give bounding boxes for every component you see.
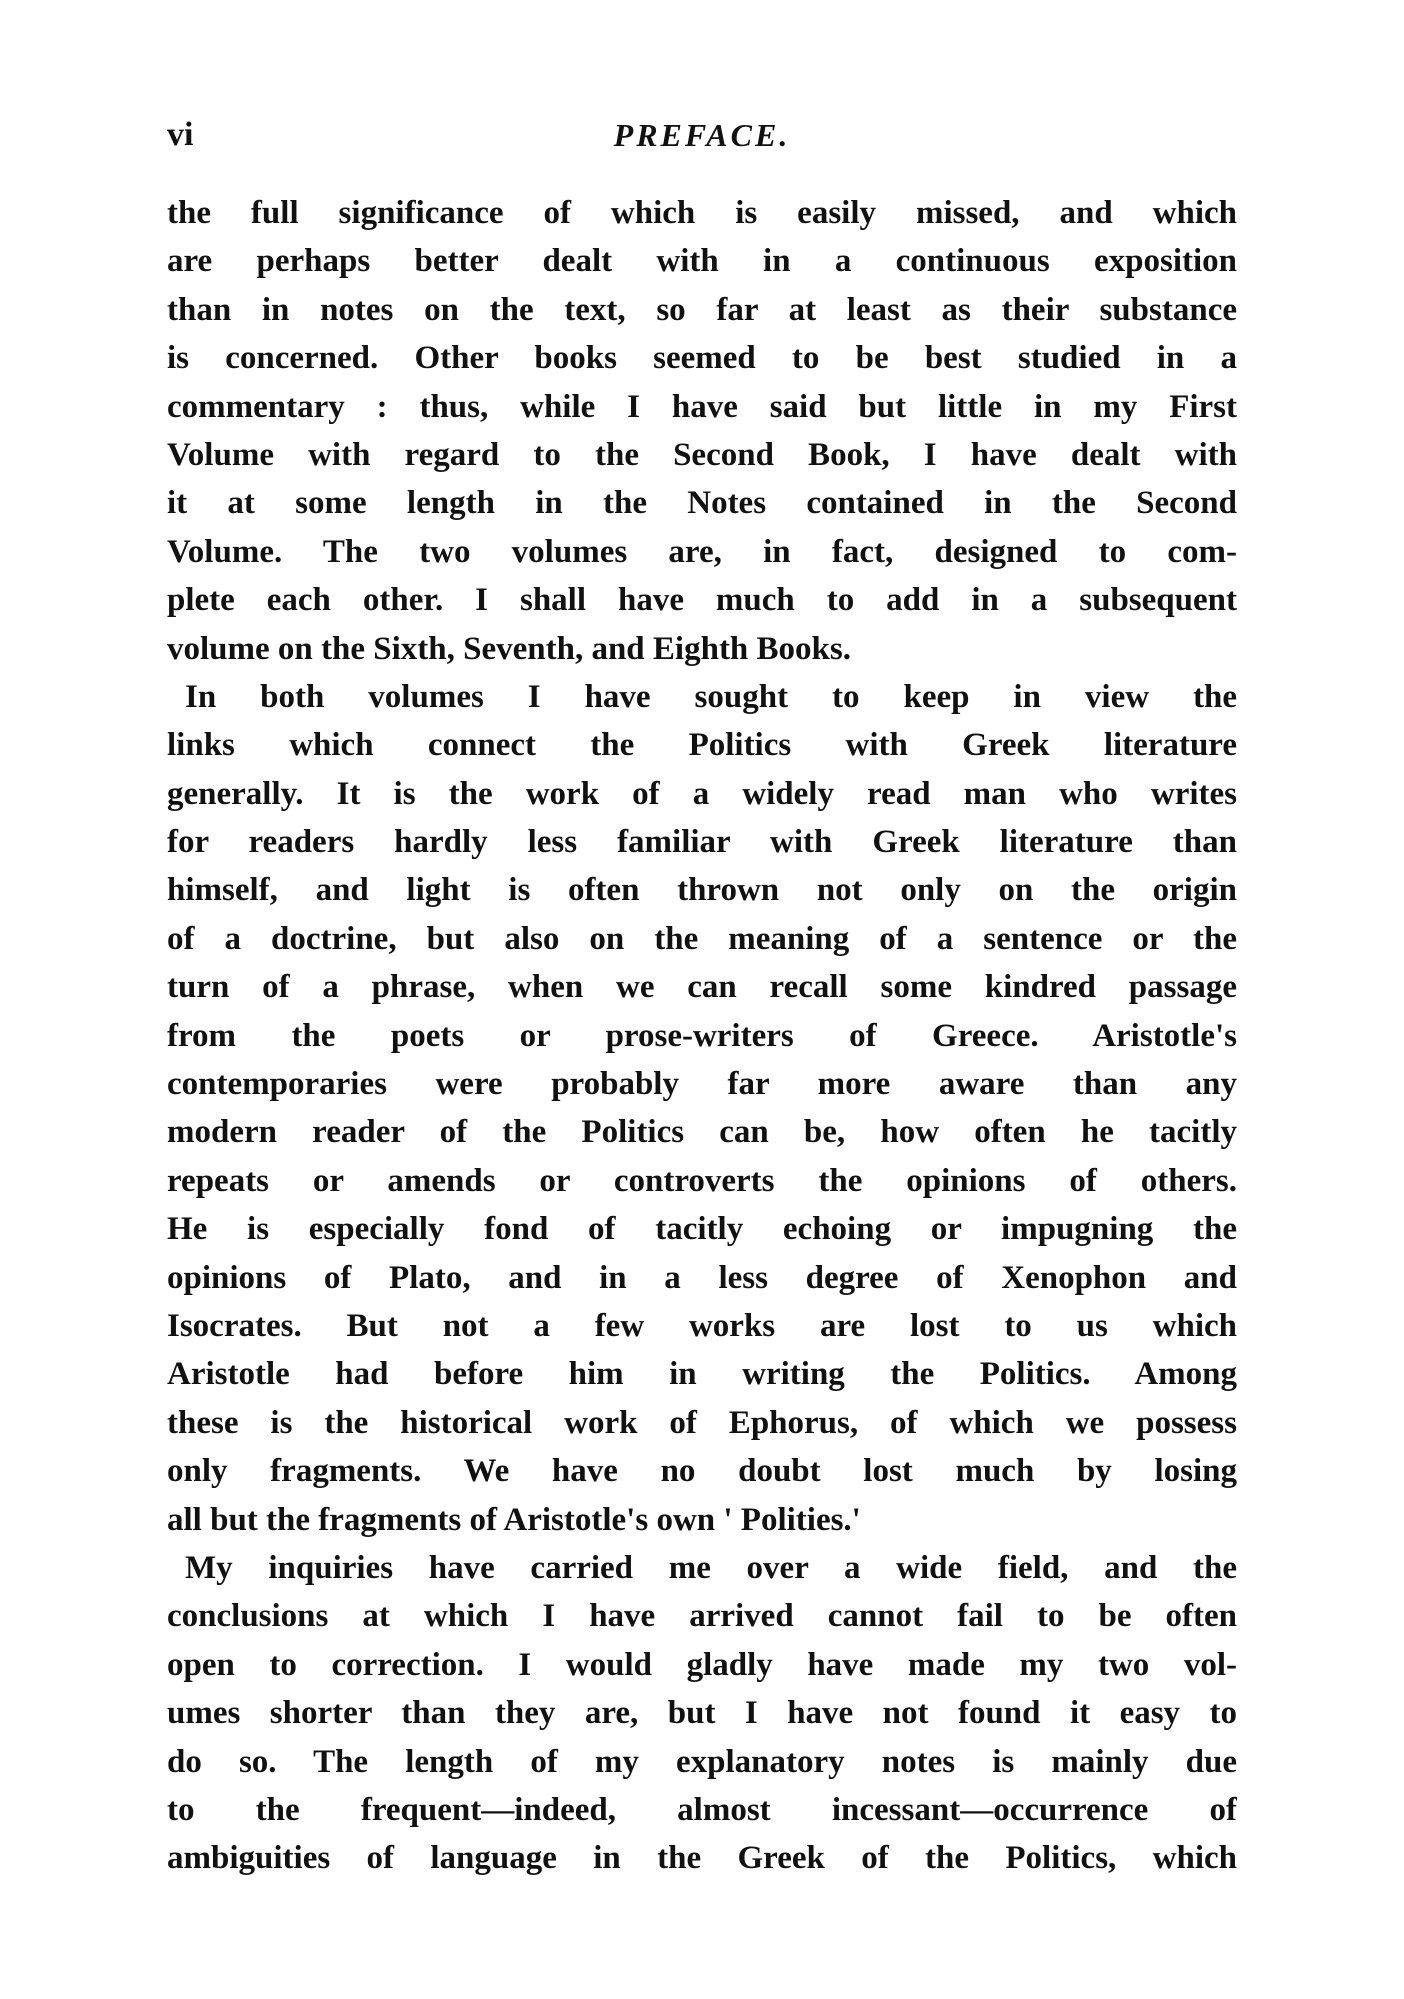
text-line: open to correction. I would gladly have made my two vol- [167,1646,1237,1683]
text-line: turn of a phrase, when we can recall some kindred passage [167,969,1237,1006]
text-line: for readers hardly less familiar with Greek literature than [167,824,1237,861]
text-line: to the frequent—indeed, almost incessant—occurrence of [167,1791,1237,1828]
text-line: are perhaps better dealt with in a continuous exposition [167,243,1237,280]
text-line: commentary : thus, while I have said but little in my First [167,388,1237,425]
text-line: generally. It is the work of a widely read man who writes [167,775,1237,812]
text-line: Volume. The two volumes are, in fact, designed to com- [167,533,1237,570]
text-line: the full significance of which is easily missed, and which [167,195,1237,231]
text-line: ambiguities of language in the Greek of the Politics, which [167,1840,1237,1877]
text-line: himself, and light is often thrown not only on the origin [167,872,1237,909]
text-line: Aristotle had before him in writing the Politics. Among [167,1356,1237,1393]
text-line: conclusions at which I have arrived cannot fail to be often [167,1598,1237,1635]
text-line: links which connect the Politics with Greek literature [167,727,1237,764]
text-line: it at some length in the Notes contained in the Second [167,485,1237,522]
text-line: opinions of Plato, and in a less degree of Xenophon and [167,1259,1237,1296]
text-line: umes shorter than they are, but I have not found it easy to [167,1695,1237,1732]
text-line: modern reader of the Politics can be, how often he tacitly [167,1114,1237,1151]
page-number: vi [167,116,194,153]
text-line: of a doctrine, but also on the meaning of a sentence or the [167,920,1237,957]
text-line: these is the historical work of Ephorus, of which we possess [167,1404,1237,1441]
running-head: PREFACE. [613,117,791,153]
text-line: In both volumes I have sought to keep in view the [185,678,1237,715]
text-line: all but the fragments of Aristotle's own ' Polities.' [167,1501,861,1538]
text-line: is concerned. Other books seemed to be best studied in a [167,340,1237,377]
text-line: plete each other. I shall have much to add in a subsequent [167,582,1237,619]
text-line: contemporaries were probably far more aware than any [167,1066,1237,1103]
text-line: He is especially fond of tacitly echoing or impugning the [167,1211,1237,1248]
text-line: only fragments. We have no doubt lost much by losing [167,1453,1237,1490]
text-line: than in notes on the text, so far at least as their substance [167,291,1237,328]
text-line: do so. The length of my explanatory notes is mainly due [167,1743,1237,1780]
text-line: Isocrates. But not a few works are lost to us which [167,1307,1237,1344]
body-text [167,189,1237,1883]
page-header [167,110,1237,160]
text-line: My inquiries have carried me over a wide field, and the [185,1549,1237,1586]
text-line: Volume with regard to the Second Book, I have dealt with [167,436,1237,473]
text-line: from the poets or prose-writers of Greece. Aristotle's [167,1017,1237,1054]
text-line: volume on the Sixth, Seventh, and Eighth Books. [167,630,851,667]
text-line: repeats or amends or controverts the opinions of others. [167,1162,1237,1199]
